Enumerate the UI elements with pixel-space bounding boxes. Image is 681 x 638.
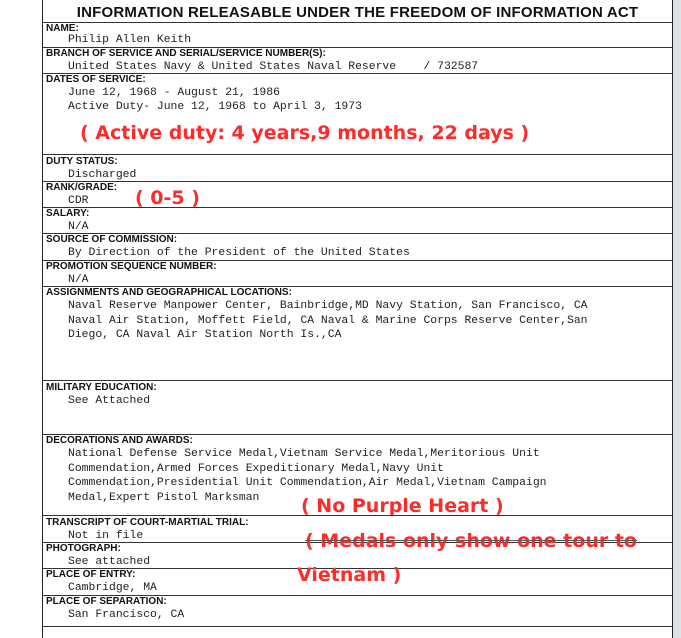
place-entry-value: Cambridge, MA	[68, 582, 157, 594]
name-value: Philip Allen Keith	[68, 34, 192, 46]
place-separation-label: PLACE OF SEPARATION:	[46, 596, 167, 607]
assignments-label: ASSIGNMENTS AND GEOGRAPHICAL LOCATIONS:	[46, 287, 292, 298]
duty-status-value: Discharged	[68, 169, 137, 181]
salary-label: SALARY:	[46, 208, 90, 219]
page-right-margin	[672, 0, 681, 638]
decorations-label: DECORATIONS AND AWARDS:	[46, 435, 193, 446]
promotion-value: N/A	[68, 274, 89, 286]
decorations-line: Commendation,Armed Forces Expeditionary Medal,Navy Unit	[68, 463, 444, 475]
photograph-label: PHOTOGRAPH:	[46, 543, 121, 554]
assignments-line: Diego, CA Naval Air Station North Is.,CA	[68, 329, 342, 341]
branch-value: United States Navy & United States Naval Reserve / 732587	[68, 61, 479, 73]
photograph-value: See attached	[68, 556, 151, 568]
purple-heart-annotation: ( No Purple Heart )	[301, 495, 504, 517]
assignments-line: Naval Reserve Manpower Center, Bainbridge,MD Navy Station, San Francisco, CA	[68, 300, 588, 312]
promotion-label: PROMOTION SEQUENCE NUMBER:	[46, 261, 217, 272]
education-value: See Attached	[68, 395, 151, 407]
foia-document	[42, 0, 673, 638]
divider	[43, 22, 672, 23]
place-separation-value: San Francisco, CA	[68, 609, 185, 621]
divider	[43, 154, 672, 155]
court-martial-label: TRANSCRIPT OF COURT-MARTIAL TRIAL:	[46, 517, 249, 528]
salary-value: N/A	[68, 221, 89, 233]
dates-label: DATES OF SERVICE:	[46, 74, 146, 85]
divider	[43, 207, 672, 208]
divider	[43, 380, 672, 381]
document-title: INFORMATION RELEASABLE UNDER THE FREEDOM OF INFORMATION ACT	[76, 4, 639, 21]
assignments-line: Naval Air Station, Moffett Field, CA Naval & Marine Corps Reserve Center,San	[68, 315, 588, 327]
divider	[43, 515, 672, 516]
grade-annotation: ( 0-5 )	[135, 187, 200, 209]
commission-value: By Direction of the President of the United States	[68, 247, 410, 259]
education-label: MILITARY EDUCATION:	[46, 382, 157, 393]
decorations-line: National Defense Service Medal,Vietnam Service Medal,Meritorious Unit	[68, 448, 540, 460]
commission-label: SOURCE OF COMMISSION:	[46, 234, 178, 245]
dates-line: June 12, 1968 - August 21, 1986	[68, 87, 280, 99]
decorations-line: Medal,Expert Pistol Marksman	[68, 492, 260, 504]
divider	[43, 181, 672, 182]
branch-label: BRANCH OF SERVICE AND SERIAL/SERVICE NUMBER(S):	[46, 48, 326, 59]
medals-annotation-line2: Vietnam )	[297, 564, 402, 586]
name-label: NAME:	[46, 23, 79, 34]
court-martial-value: Not in file	[68, 530, 144, 542]
medals-annotation-line1: ( Medals only show one tour to	[305, 530, 637, 552]
active-duty-annotation: ( Active duty: 4 years,9 months, 22 days )	[80, 122, 530, 144]
decorations-line: Commendation,Presidential Unit Commendation,Air Medal,Vietnam Campaign	[68, 477, 547, 489]
dates-line: Active Duty- June 12, 1968 to April 3, 1973	[68, 101, 362, 113]
rank-label: RANK/GRADE:	[46, 182, 118, 193]
duty-status-label: DUTY STATUS:	[46, 156, 118, 167]
rank-value: CDR	[68, 195, 89, 207]
divider	[43, 626, 672, 627]
place-entry-label: PLACE OF ENTRY:	[46, 569, 136, 580]
